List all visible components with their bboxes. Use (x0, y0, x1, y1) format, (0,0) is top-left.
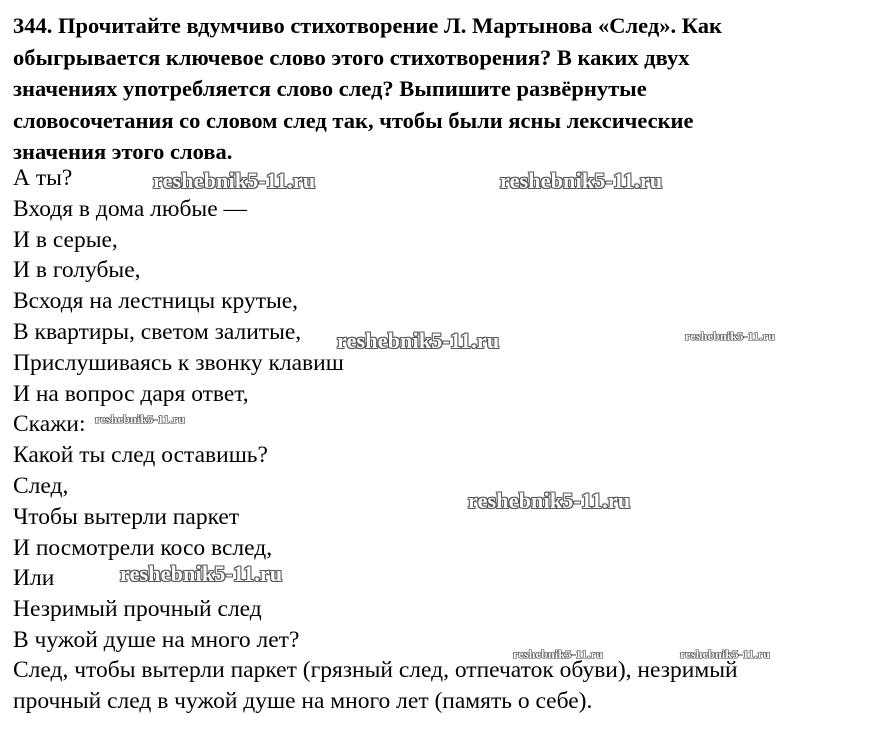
poem-line: След, (13, 472, 69, 499)
poem-line: Скажи: (13, 411, 86, 438)
answer-line: прочный след в чужой душе на много лет (память о себе). (13, 688, 593, 714)
watermark: reshebnik5-11.ru (95, 412, 185, 426)
watermark: reshebnik5-11.ru (468, 488, 631, 513)
watermark: reshebnik5-11.ru (513, 647, 603, 661)
poem-line: Всходя на лестницы крутые, (13, 288, 299, 315)
answer-line: След, чтобы вытерли паркет (грязный след, отпечаток обуви), незримый (13, 657, 738, 683)
poem-line: А ты? (13, 165, 73, 191)
task-line: 344. Прочитайте вдумчиво стихотворение Л. Мартынова «След». Как (13, 13, 722, 38)
watermark: reshebnik5-11.ru (153, 168, 316, 193)
task-text (13, 10, 868, 168)
poem-line: И посмотрели косо вслед, (13, 534, 273, 561)
poem-line: Или (13, 565, 55, 592)
poem-line: Прислушиваясь к звонку клавиш (13, 349, 344, 376)
watermark: reshebnik5-11.ru (680, 647, 770, 661)
poem-line: Незримый прочный след (13, 596, 262, 623)
poem-line: Чтобы вытерли паркет (13, 503, 240, 530)
task-line: значения этого слова. (13, 139, 233, 164)
task-line: обыгрывается ключевое слово этого стихотворения? В каких двух (13, 44, 690, 70)
poem-line: И в голубые, (13, 257, 141, 284)
poem-line: Входя в дома любые — (13, 195, 248, 222)
poem-line: И на вопрос даря ответ, (13, 380, 249, 407)
poem-line: В чужой душе на много лет? (13, 626, 300, 653)
poem-line: Какой ты след оставишь? (13, 442, 268, 469)
watermark: reshebnik5-11.ru (500, 168, 663, 193)
watermark: reshebnik5-11.ru (120, 561, 283, 586)
watermark: reshebnik5-11.ru (685, 329, 775, 343)
answer-text (13, 655, 868, 717)
watermark: reshebnik5-11.ru (337, 328, 500, 353)
poem-line: И в серые, (13, 226, 118, 253)
task-line: значениях употребляется слово след? Выпишите развёрнутые (13, 76, 647, 101)
task-line: словосочетания со словом след так, чтобы были ясны лексические (13, 107, 694, 133)
poem-line: В квартиры, светом залитые, (13, 318, 302, 345)
